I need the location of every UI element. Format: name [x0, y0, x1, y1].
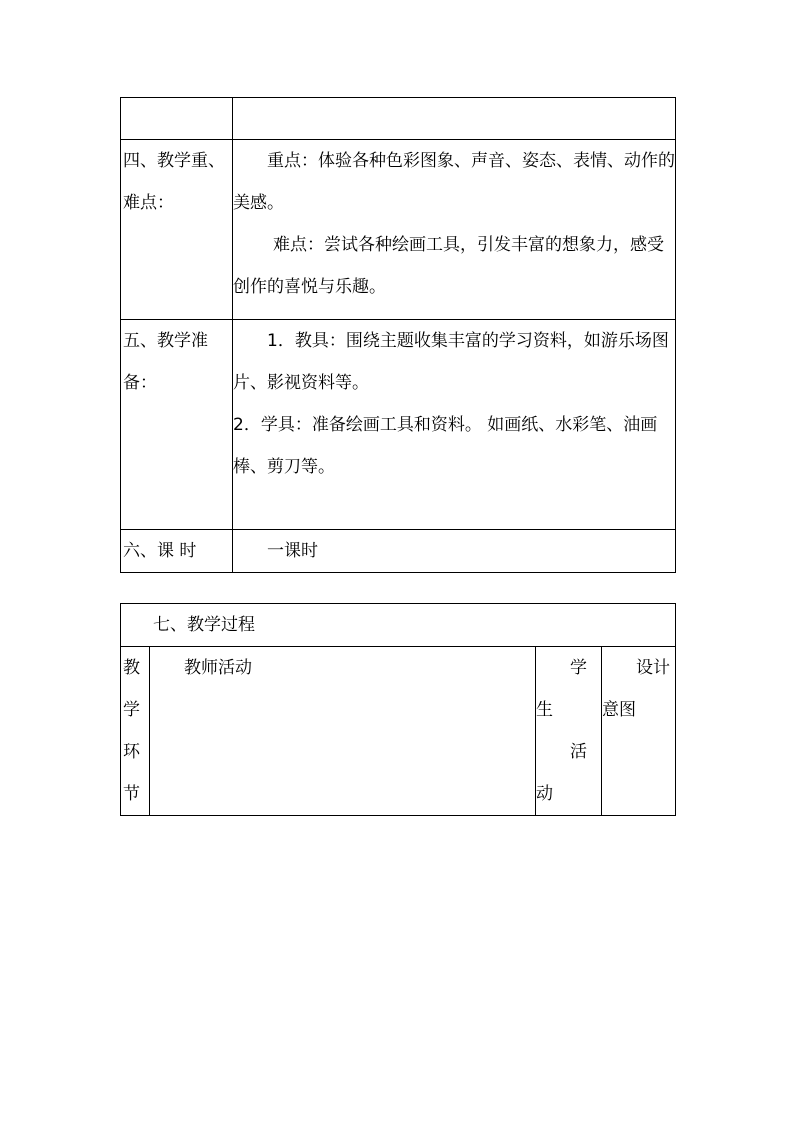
preparation-content: [233, 320, 676, 530]
empty-row: [121, 98, 676, 140]
class-hours-row: [121, 530, 676, 573]
difficult-point-text: 难点：尝试各种绘画工具，引发丰富的想象力，感受创作的喜悦与乐趣。: [233, 235, 664, 297]
preparation-label: 五、教学准备：: [121, 320, 233, 530]
key-points-row: [121, 140, 676, 320]
preparation-row: [121, 320, 676, 530]
empty-content-cell: [233, 98, 676, 140]
teacher-activity-label: 教师活动: [184, 658, 252, 678]
design-intent-label: 设计意图: [602, 658, 670, 720]
teaching-stage-header: [121, 647, 150, 816]
empty-label-cell: [121, 98, 233, 140]
key-point-text: 重点：体验各种色彩图象、声音、姿态、表情、动作的美感。: [233, 151, 675, 213]
teaching-aids-text: 1．教具：围绕主题收集丰富的学习资料，如游乐场图片、影视资料等。: [233, 331, 669, 393]
student-char: 活: [570, 742, 587, 762]
student-char: 生: [536, 700, 553, 720]
teaching-process-table: [120, 603, 676, 816]
key-points-label: 四、教学重、难点：: [121, 140, 233, 320]
stage-char: 环: [123, 742, 140, 762]
process-title: 七、教学过程: [153, 615, 255, 635]
stage-char: 学: [123, 700, 140, 720]
teacher-activity-header: [150, 647, 536, 816]
class-hours-text: 一课时: [267, 541, 318, 561]
student-activity-header: [536, 647, 602, 816]
learning-aids-text: 2．学具：准备绘画工具和资料。 如画纸、水彩笔、油画棒、剪刀等。: [233, 415, 658, 477]
stage-char: 节: [123, 784, 140, 804]
class-hours-label: 六、课 时: [121, 530, 233, 573]
student-char: 动: [536, 784, 553, 804]
stage-char: 教: [123, 658, 140, 678]
design-intent-header: [602, 647, 676, 816]
process-title-cell: [121, 604, 676, 647]
process-header-row: [121, 647, 676, 816]
lesson-info-table: [120, 97, 676, 573]
student-char: 学: [570, 658, 587, 678]
process-title-row: [121, 604, 676, 647]
key-points-content: [233, 140, 676, 320]
class-hours-content: [233, 530, 676, 573]
